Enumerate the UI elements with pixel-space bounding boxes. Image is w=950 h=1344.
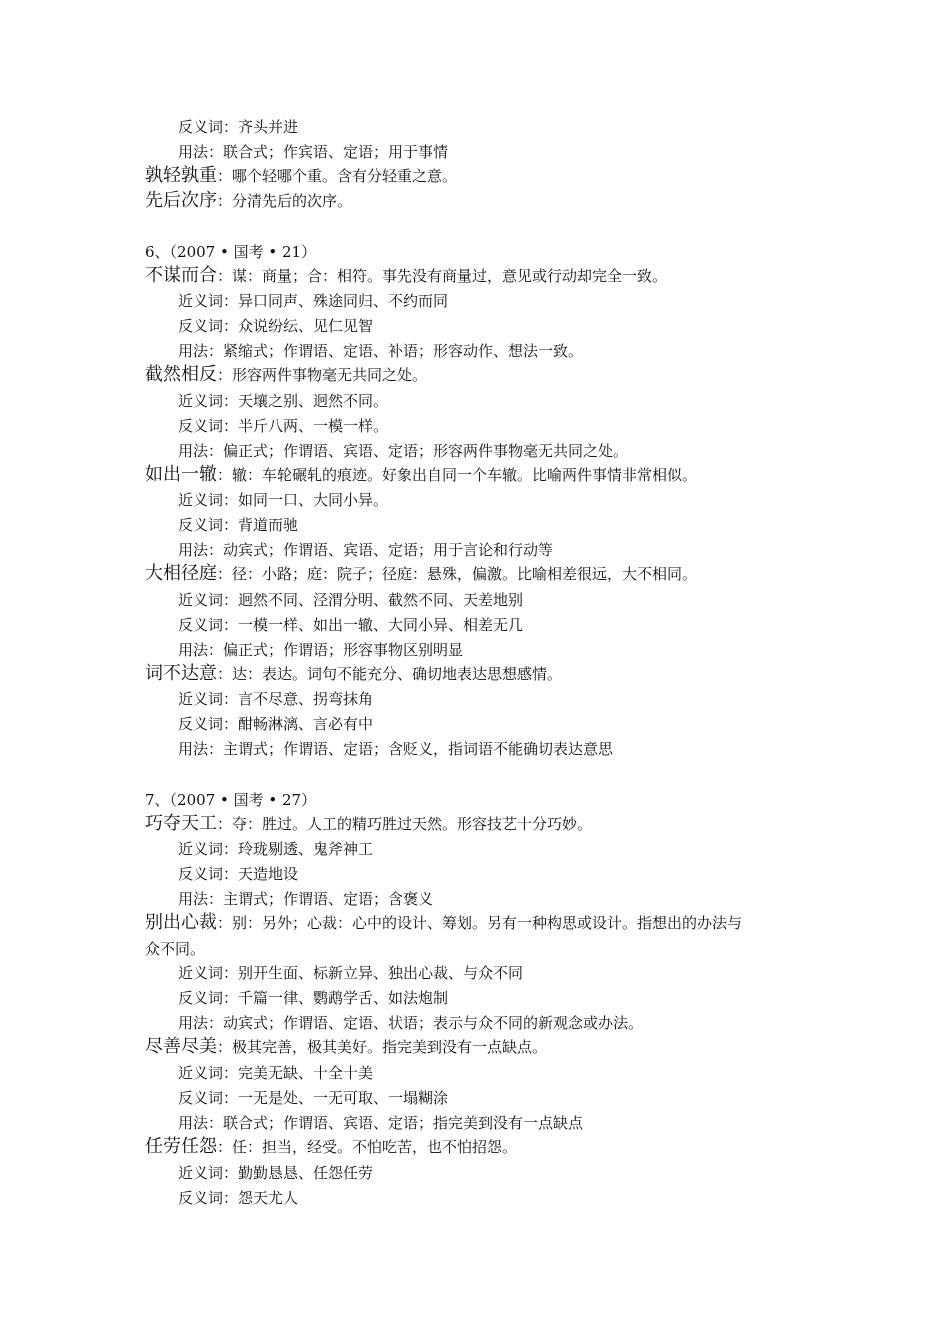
idiom-definition: ：夺：胜过。人工的精巧胜过天然。形容技艺十分巧妙。 xyxy=(217,815,593,833)
usage-line: 用法：紧缩式；作谓语、定语、补语；形容动作、想法一致。 xyxy=(178,342,584,360)
idiom-definition: ：任：担当，经受。不怕吃苦，也不怕招怨。 xyxy=(217,1138,518,1156)
idiom-definition: ：极其完善，极其美好。指完美到没有一点缺点。 xyxy=(217,1038,548,1056)
idiom-definition: ：形容两件事物毫无共同之处。 xyxy=(217,366,428,384)
idiom-definition: ：哪个轻哪个重。含有分轻重之意。 xyxy=(217,167,458,185)
idiom-definition: ：辙：车轮碾轧的痕迹。好象出自同一个车辙。比喻两件事情非常相似。 xyxy=(217,466,698,484)
idiom-definition: ：谋：商量；合：相符。事先没有商量过，意见或行动却完全一致。 xyxy=(217,267,668,285)
idiom-entry xyxy=(145,191,352,211)
antonym-line: 反义词：酣畅淋漓、言必有中 xyxy=(178,715,374,733)
idiom-term: 不谋而合 xyxy=(145,265,217,286)
idiom-entry xyxy=(145,266,667,286)
antonym-line: 反义词：一模一样、如出一辙、大同小异、相差无几 xyxy=(178,616,524,634)
antonym-line: 反义词：背道而驰 xyxy=(178,516,299,534)
idiom-term: 截然相反 xyxy=(145,364,217,385)
antonym-line: 反义词：齐头并进 xyxy=(178,118,299,136)
antonym-line: 反义词：众说纷纭、见仁见智 xyxy=(178,317,374,335)
synonym-line: 近义词：如同一口、大同小异。 xyxy=(178,491,389,509)
idiom-entry xyxy=(145,465,697,485)
synonym-line: 近义词：异口同声、殊途同归、不约而同 xyxy=(178,292,449,310)
question-heading: 6、（2007 • 国考 • 21） xyxy=(145,243,317,261)
idiom-entry xyxy=(145,664,562,684)
idiom-term: 如出一辙 xyxy=(145,464,217,485)
question-heading: 7、（2007 • 国考 • 27） xyxy=(145,791,317,809)
synonym-line: 近义词：天壤之别、迥然不同。 xyxy=(178,392,389,410)
idiom-definition: ：分清先后的次序。 xyxy=(217,192,353,210)
synonym-line: 近义词：迥然不同、泾渭分明、截然不同、天差地别 xyxy=(178,591,524,609)
usage-line: 用法：偏正式；作谓语、宾语、定语；形容两件事物毫无共同之处。 xyxy=(178,442,629,460)
usage-line: 用法：联合式；作宾语、定语；用于事情 xyxy=(178,143,449,161)
idiom-entry xyxy=(145,913,742,933)
idiom-entry xyxy=(145,166,457,186)
antonym-line: 反义词：千篇一律、鹦鹉学舌、如法炮制 xyxy=(178,989,449,1007)
idiom-term: 别出心裁 xyxy=(145,912,217,933)
usage-line: 用法：动宾式；作谓语、宾语、定语；用于言论和行动等 xyxy=(178,541,554,559)
synonym-line: 近义词：勤勤恳恳、任怨任劳 xyxy=(178,1164,374,1182)
idiom-definition: ：径：小路；庭：院子；径庭：悬殊，偏激。比喻相差很远，大不相同。 xyxy=(217,565,698,583)
idiom-entry xyxy=(145,365,427,385)
idiom-term: 大相径庭 xyxy=(145,563,217,584)
idiom-definition: ：别：另外；心裁：心中的设计、筹划。另有一种构思或设计。指想出的办法与 xyxy=(217,914,743,932)
idiom-term: 先后次序 xyxy=(145,190,217,211)
idiom-definition: ：达：表达。词句不能充分、确切地表达思想感情。 xyxy=(217,665,563,683)
usage-line: 用法：主谓式；作谓语、定语；含贬义，指词语不能确切表达意思 xyxy=(178,740,614,758)
usage-line: 用法：动宾式；作谓语、定语、状语；表示与众不同的新观念或办法。 xyxy=(178,1014,644,1032)
synonym-line: 近义词：完美无缺、十全十美 xyxy=(178,1064,374,1082)
antonym-line: 反义词：怨天尤人 xyxy=(178,1189,299,1207)
idiom-term: 任劳任怨 xyxy=(145,1136,217,1157)
idiom-term: 巧夺天工 xyxy=(145,813,217,834)
synonym-line: 近义词：玲珑剔透、鬼斧神工 xyxy=(178,840,374,858)
antonym-line: 反义词：天造地设 xyxy=(178,865,299,883)
idiom-entry xyxy=(145,564,697,584)
idiom-term: 尽善尽美 xyxy=(145,1036,217,1057)
antonym-line: 反义词：半斤八两、一模一样。 xyxy=(178,417,389,435)
idiom-definition-continued: 众不同。 xyxy=(145,940,206,958)
idiom-entry xyxy=(145,1037,547,1057)
idiom-entry xyxy=(145,814,592,834)
idiom-term: 词不达意 xyxy=(145,663,217,684)
usage-line: 用法：联合式；作谓语、宾语、定语；指完美到没有一点缺点 xyxy=(178,1114,584,1132)
idiom-entry xyxy=(145,1137,517,1157)
synonym-line: 近义词：别开生面、标新立异、独出心裁、与众不同 xyxy=(178,964,524,982)
synonym-line: 近义词：言不尽意、拐弯抹角 xyxy=(178,690,374,708)
usage-line: 用法：主谓式；作谓语、定语；含褒义 xyxy=(178,890,434,908)
antonym-line: 反义词：一无是处、一无可取、一塌糊涂 xyxy=(178,1089,449,1107)
idiom-term: 孰轻孰重 xyxy=(145,165,217,186)
usage-line: 用法：偏正式；作谓语；形容事物区别明显 xyxy=(178,641,464,659)
